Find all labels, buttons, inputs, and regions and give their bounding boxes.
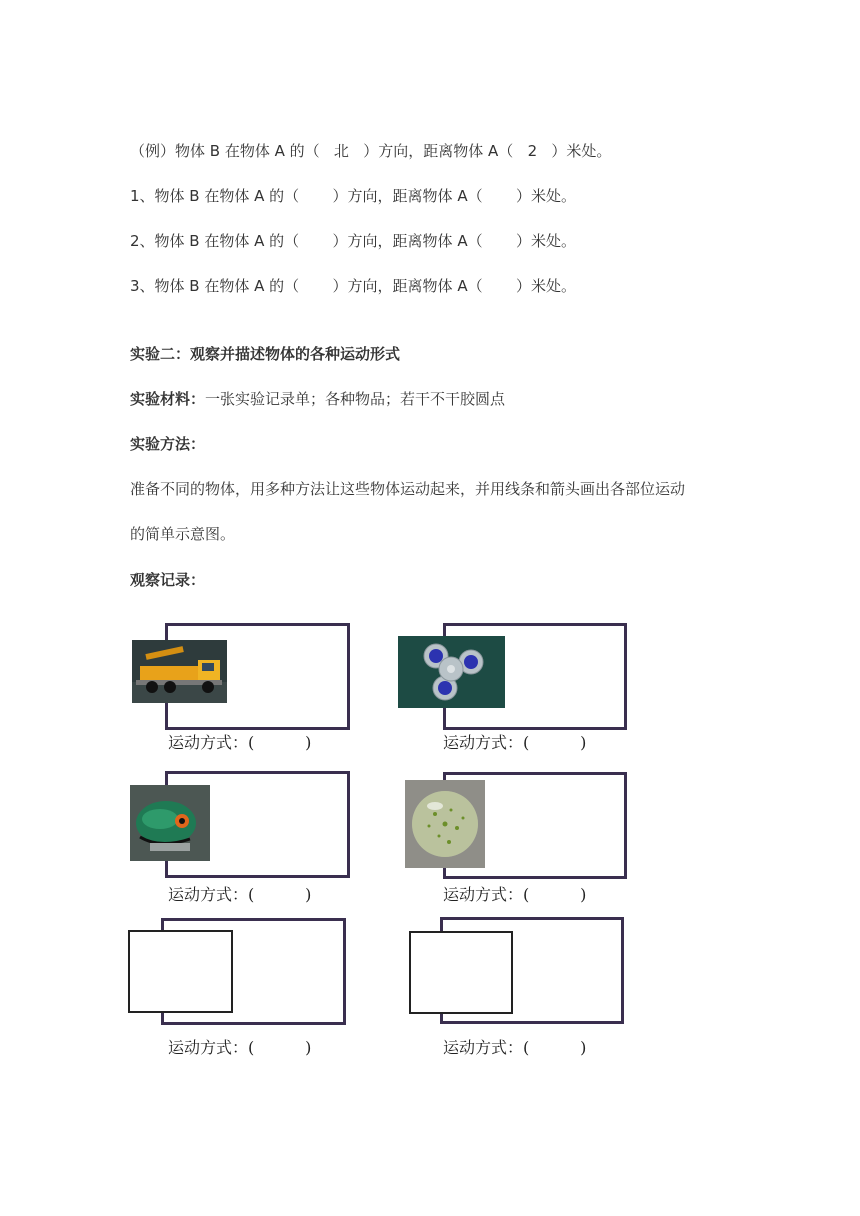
method-line-1: 准备不同的物体，用多种方法让这些物体运动起来，并用线条和箭头画出各部位运动 [130,480,686,498]
question-3: 3、物体 B 在物体 A 的（ ）方向，距离物体 A（ ）米处。 [130,277,576,295]
empty-photo-slot-1 [128,930,233,1013]
materials-line [130,389,505,409]
record-label: 观察记录： [130,571,206,589]
motion-caption-4: 运动方式：( ) [443,885,587,904]
question-1: 1、物体 B 在物体 A 的（ ）方向，距离物体 A（ ）米处。 [130,187,576,205]
empty-photo-slot-2 [409,931,513,1014]
materials-text: 一张实验记录单；各种物品；若干不干胶圆点 [205,390,506,408]
experiment-title: 实验二：观察并描述物体的各种运动形式 [130,345,401,363]
glass-marble-photo [405,780,485,868]
method-label: 实验方法： [130,435,206,453]
fidget-spinner-photo [398,636,505,708]
example-question: （例）物体 B 在物体 A 的（ 北 ）方向，距离物体 A（ 2 ）米处。 [130,142,612,160]
motion-caption-2: 运动方式：( ) [443,733,587,752]
question-2: 2、物体 B 在物体 A 的（ ）方向，距离物体 A（ ）米处。 [130,232,576,250]
motion-caption-6: 运动方式：( ) [443,1038,587,1057]
method-line-2: 的简单示意图。 [130,525,236,543]
motion-caption-1: 运动方式：( ) [168,733,312,752]
motion-caption-5: 运动方式：( ) [168,1038,312,1057]
materials-label: 实验材料： [130,390,206,408]
wind-up-frog-photo [130,785,210,861]
toy-truck-photo [132,640,227,703]
motion-caption-3: 运动方式：( ) [168,885,312,904]
